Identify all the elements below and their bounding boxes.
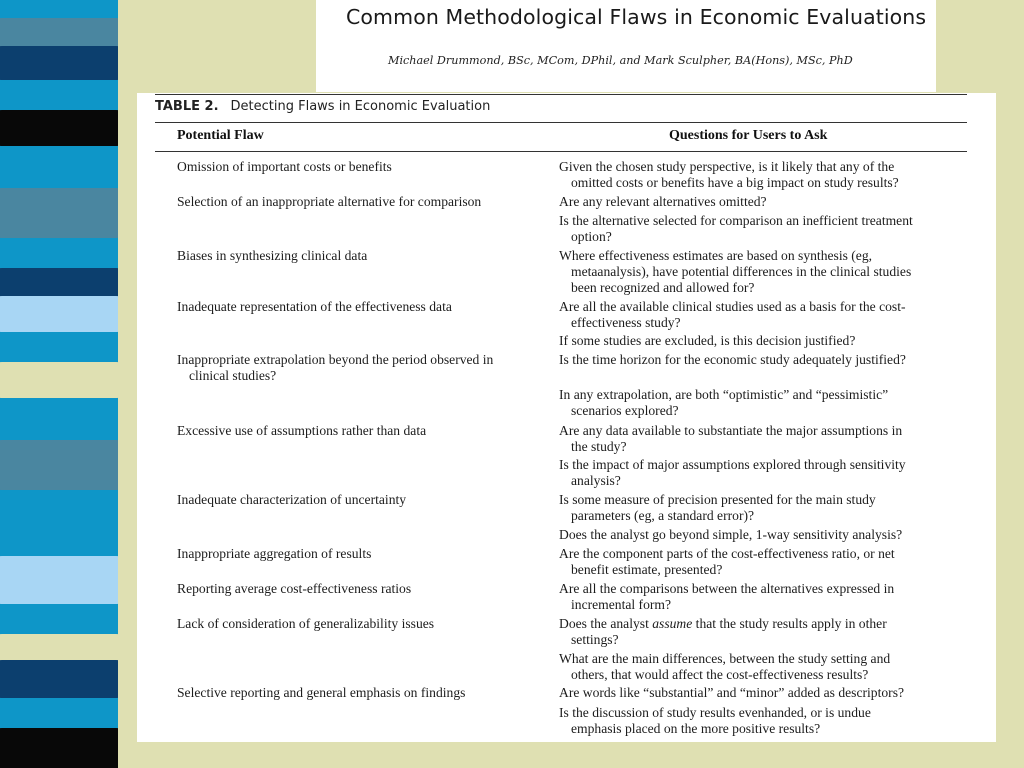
question-item: Is the alternative selected for comparison an inefficient treatment option? <box>559 213 913 244</box>
flaw-item: Inadequate characterization of uncertainty <box>177 492 407 507</box>
stripe-band <box>0 18 118 48</box>
header-bottom-rule <box>155 151 967 152</box>
stripe-band <box>0 188 118 238</box>
table-title <box>155 99 490 114</box>
table-label: TABLE 2. <box>155 99 219 114</box>
table-card <box>137 93 996 742</box>
flaw-item: Reporting average cost-effectiveness ratios <box>177 581 412 596</box>
question-item: Is some measure of precision presented for the main study parameters (eg, a standard error)? <box>559 492 876 523</box>
stripe-band <box>0 440 118 490</box>
flaw-item: Inadequate representation of the effectiveness data <box>177 299 452 314</box>
question-item: Does the analyst assume that the study results apply in other settings? <box>559 616 887 647</box>
flaw-item: Inappropriate extrapolation beyond the period observed in clinical studies? <box>177 352 494 383</box>
stripe-band <box>0 268 118 298</box>
flaw-item: Omission of important costs or benefits <box>177 159 392 174</box>
flaw-item: Selective reporting and general emphasis on findings <box>177 685 466 700</box>
question-item: What are the main differences, between the study setting and others, that would affect the cost-effectiveness results? <box>559 651 891 682</box>
stripe-band <box>0 296 118 332</box>
slide-title: Common Methodological Flaws in Economic Evaluations <box>346 5 927 29</box>
flaw-item: Inappropriate aggregation of results <box>177 546 372 561</box>
question-item: Where effectiveness estimates are based on synthesis (eg, metaanalysis), have potential differences in the clinical studies been recognized and allowed for? <box>559 248 912 295</box>
stripe-band <box>0 110 118 146</box>
question-item: In any extrapolation, are both “optimistic” and “pessimistic” scenarios explored? <box>559 387 889 418</box>
question-item: Are all the available clinical studies used as a basis for the cost- effectiveness study? <box>559 299 906 330</box>
header-top-rule <box>155 122 967 123</box>
column-header-flaw: Potential Flaw <box>177 128 264 143</box>
question-item: Are all the comparisons between the alternatives expressed in incremental form? <box>559 581 895 612</box>
stripe-band <box>0 556 118 604</box>
question-item: Are the component parts of the cost-effectiveness ratio, or net benefit estimate, presented? <box>559 546 895 577</box>
flaw-item: Lack of consideration of generalizability issues <box>177 616 435 631</box>
stripe-band <box>0 634 118 662</box>
stripe-band <box>0 0 118 18</box>
stripe-band <box>0 660 118 698</box>
authors-line: Michael Drummond, BSc, MCom, DPhil, and Mark Sculpher, BA(Hons), MSc, PhD <box>388 54 853 67</box>
decorative-stripe <box>0 0 118 768</box>
question-item: Is the time horizon for the economic study adequately justified? <box>559 352 906 367</box>
question-item: Is the impact of major assumptions explored through sensitivity analysis? <box>559 457 906 488</box>
question-item: Is the discussion of study results evenhanded, or is undue emphasis placed on the more positive results? <box>559 705 871 736</box>
question-item: Are any relevant alternatives omitted? <box>559 194 767 209</box>
stripe-band <box>0 46 118 80</box>
column-header-questions: Questions for Users to Ask <box>669 128 828 143</box>
stripe-band <box>0 362 118 398</box>
question-item: Are any data available to substantiate the major assumptions in the study? <box>559 423 903 454</box>
stripe-band <box>0 728 118 768</box>
table-caption: Detecting Flaws in Economic Evaluation <box>230 99 491 114</box>
flaw-item: Excessive use of assumptions rather than data <box>177 423 427 438</box>
title-card <box>316 0 936 92</box>
top-rule <box>155 94 967 95</box>
question-item: Does the analyst go beyond simple, 1-way sensitivity analysis? <box>559 527 903 542</box>
flaw-item: Selection of an inappropriate alternative for comparison <box>177 194 482 209</box>
question-item: Given the chosen study perspective, is it likely that any of the omitted costs or benefits have a big impact on study results? <box>559 159 899 190</box>
question-item: Are words like “substantial” and “minor” added as descriptors? <box>559 685 905 700</box>
question-item: If some studies are excluded, is this decision justified? <box>559 333 856 348</box>
flaw-item: Biases in synthesizing clinical data <box>177 248 368 263</box>
